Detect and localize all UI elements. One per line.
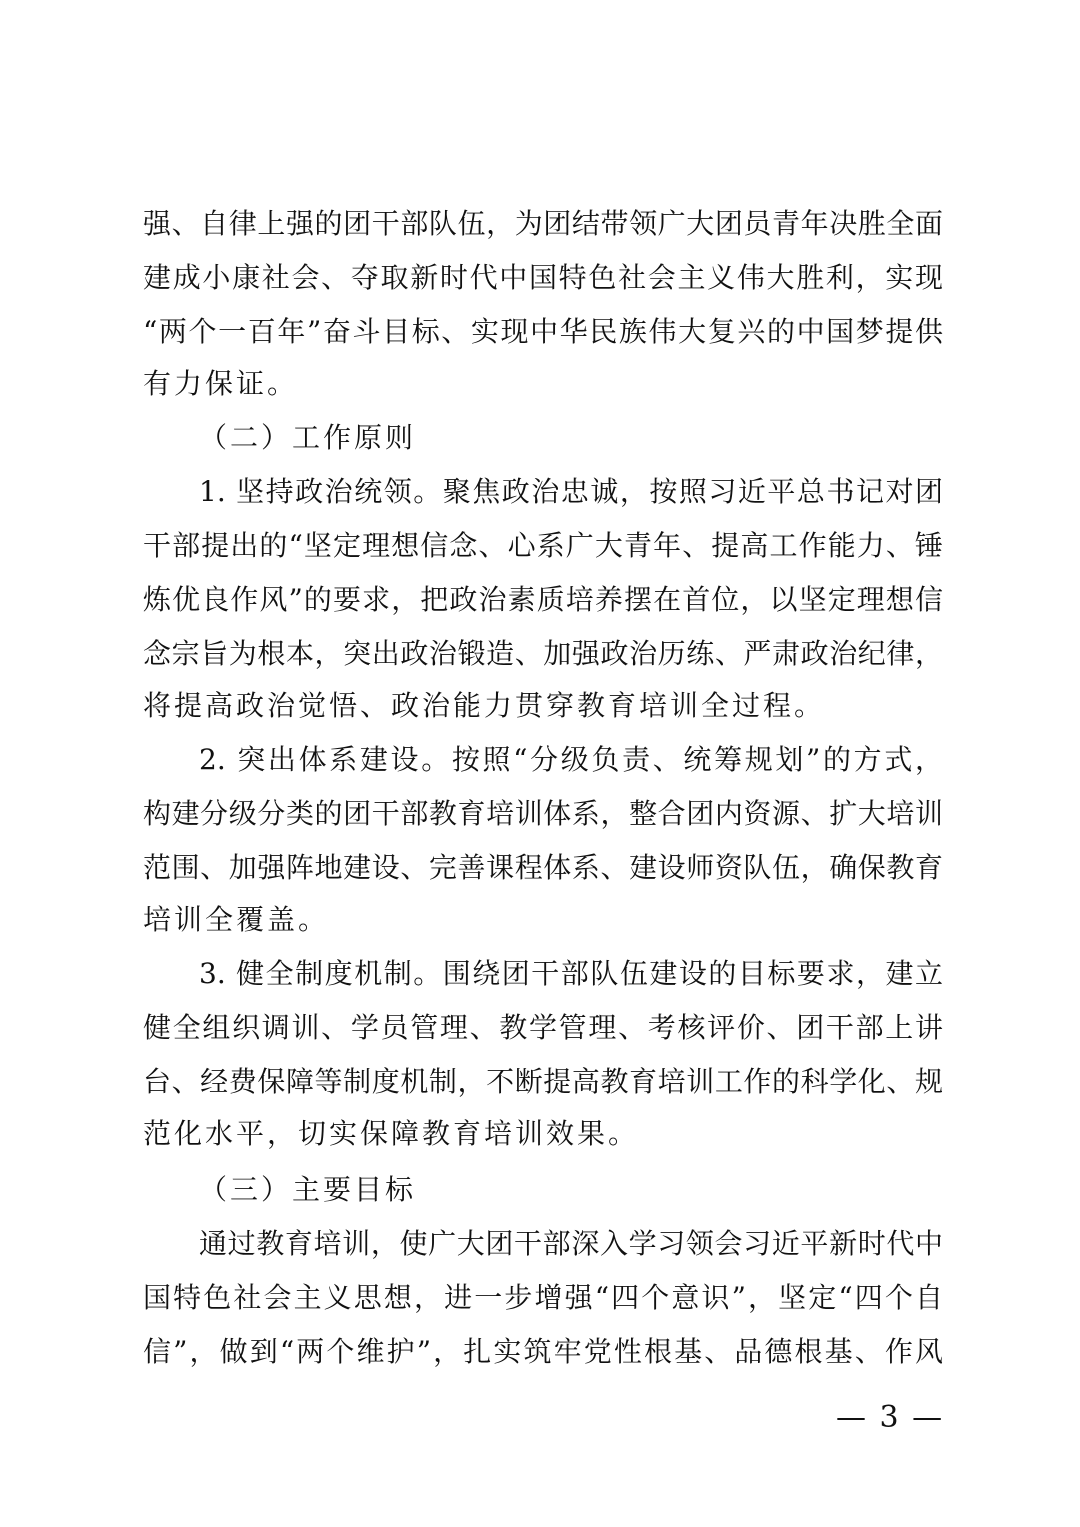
principle-1-line-2: 干部提出的“坚定理想信念、心系广大青年、提高工作能力、锤 [143,529,943,562]
page-number: — 3 — [836,1400,945,1435]
principle-2-line-1: 2. 突出体系建设。按照“分级负责、统筹规划”的方式， [199,743,943,776]
principle-3-line-1: 3. 健全制度机制。围绕团干部队伍建设的目标要求，建立 [199,957,943,990]
principle-2-line-2: 构建分级分类的团干部教育培训体系，整合团内资源、扩大培训 [143,797,943,830]
principle-1-line-3: 炼优良作风”的要求，把政治素质培养摆在首位，以坚定理想信 [143,583,943,616]
principle-2-line-4: 培训全覆盖。 [143,903,330,936]
principle-1-line-5: 将提高政治觉悟、政治能力贯穿教育培训全过程。 [143,689,826,722]
text-line-3: “两个一百年”奋斗目标、实现中华民族伟大复兴的中国梦提供 [143,315,943,348]
principle-3-line-2: 健全组织调训、学员管理、教学管理、考核评价、团干部上讲 [143,1011,943,1044]
section-heading-2: （二）工作原则 [199,421,417,454]
section-heading-3: （三）主要目标 [199,1173,417,1206]
goals-line-2: 国特色社会主义思想，进一步增强“四个意识”，坚定“四个自 [143,1281,943,1314]
principle-2-line-3: 范围、加强阵地建设、完善课程体系、建设师资队伍，确保教育 [143,851,943,884]
text-line-2: 建成小康社会、夺取新时代中国特色社会主义伟大胜利，实现 [143,261,943,294]
principle-3-line-4: 范化水平，切实保障教育培训效果。 [143,1117,640,1150]
goals-line-1: 通过教育培训，使广大团干部深入学习领会习近平新时代中 [199,1227,943,1260]
principle-3-line-3: 台、经费保障等制度机制，不断提高教育培训工作的科学化、规 [143,1065,943,1098]
text-line-1: 强、自律上强的团干部队伍，为团结带领广大团员青年决胜全面 [143,207,943,240]
goals-line-3: 信”，做到“两个维护”，扎实筑牢党性根基、品德根基、作风 [143,1335,943,1368]
principle-1-line-1: 1. 坚持政治统领。聚焦政治忠诚，按照习近平总书记对团 [199,475,943,508]
text-line-4: 有力保证。 [143,367,299,400]
principle-1-line-4: 念宗旨为根本，突出政治锻造、加强政治历练、严肃政治纪律， [143,637,943,670]
